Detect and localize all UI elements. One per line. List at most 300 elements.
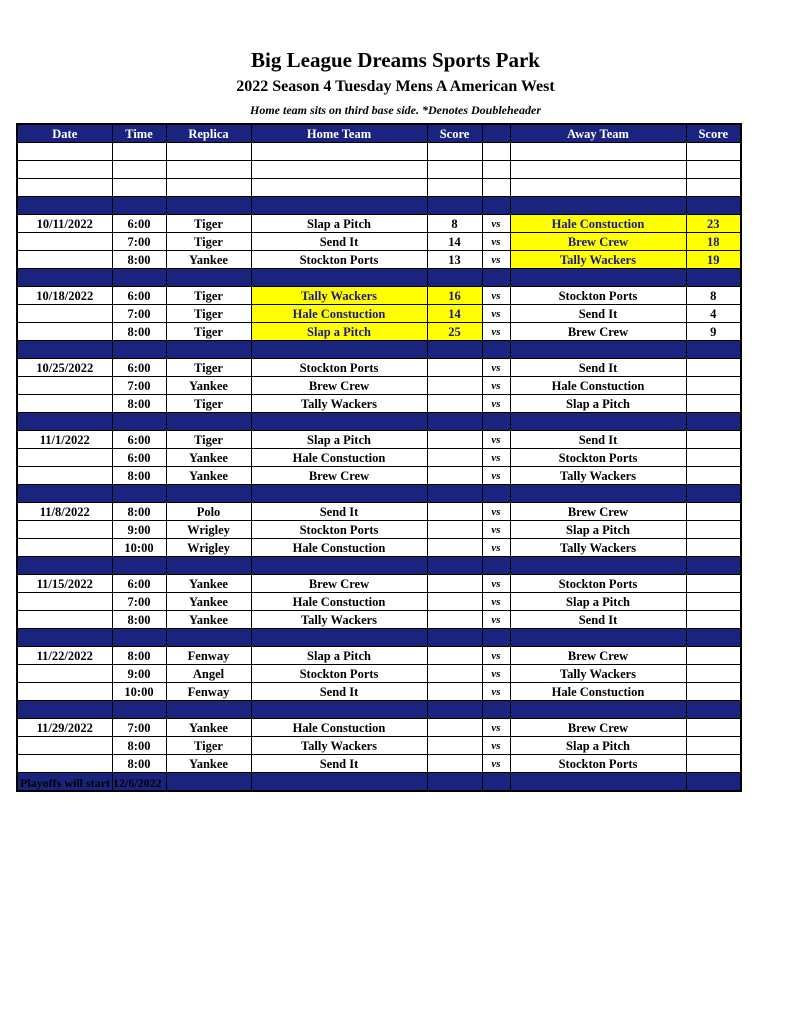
away-team: Hale Constuction: [510, 377, 686, 395]
vs-label: vs: [482, 359, 510, 377]
game-row: [17, 467, 741, 485]
separator-cell: [686, 773, 741, 792]
header-row: [17, 124, 741, 143]
game-replica: Tiger: [166, 431, 251, 449]
separator-cell: [251, 269, 427, 287]
game-row: [17, 215, 741, 233]
vs-label: vs: [482, 719, 510, 737]
game-replica: Yankee: [166, 755, 251, 773]
separator-cell: [510, 629, 686, 647]
game-date: 11/15/2022: [17, 575, 112, 593]
separator-cell: [510, 485, 686, 503]
game-row: [17, 611, 741, 629]
game-row: [17, 287, 741, 305]
home-score: [427, 737, 482, 755]
separator-cell: [17, 701, 112, 719]
separator-cell: [427, 413, 482, 431]
col-away-team-header: Away Team: [510, 124, 686, 143]
page-title: Big League Dreams Sports Park: [251, 48, 540, 72]
separator-cell: [510, 701, 686, 719]
game-row: [17, 593, 741, 611]
game-replica: Tiger: [166, 233, 251, 251]
home-team: Hale Constuction: [251, 305, 427, 323]
home-team: Brew Crew: [251, 467, 427, 485]
separator-cell: [112, 485, 166, 503]
game-replica: Yankee: [166, 611, 251, 629]
week-separator-row: [17, 557, 741, 575]
separator-cell: [686, 197, 741, 215]
separator-cell: [510, 269, 686, 287]
home-score: [427, 431, 482, 449]
separator-cell: [112, 557, 166, 575]
game-replica: Angel: [166, 665, 251, 683]
separator-cell: [251, 629, 427, 647]
away-team: Brew Crew: [510, 719, 686, 737]
page-subtitle: 2022 Season 4 Tuesday Mens A American West: [236, 78, 555, 95]
game-replica: Tiger: [166, 359, 251, 377]
vs-label: vs: [482, 593, 510, 611]
game-replica: Yankee: [166, 449, 251, 467]
separator-cell: [17, 341, 112, 359]
separator-cell: [686, 557, 741, 575]
separator-cell: [251, 773, 427, 792]
game-date: 10/25/2022: [17, 359, 112, 377]
separator-cell: [112, 341, 166, 359]
away-score: [686, 665, 741, 683]
away-team: Hale Constuction: [510, 215, 686, 233]
away-team: Tally Wackers: [510, 539, 686, 557]
home-team: Slap a Pitch: [251, 647, 427, 665]
game-replica: Fenway: [166, 683, 251, 701]
separator-cell: [17, 413, 112, 431]
away-team: Send It: [510, 305, 686, 323]
separator-cell: [510, 413, 686, 431]
vs-label: vs: [482, 575, 510, 593]
separator-cell: [112, 701, 166, 719]
col-home-team-header: Home Team: [251, 124, 427, 143]
game-row: [17, 575, 741, 593]
separator-cell: [112, 269, 166, 287]
vs-label: vs: [482, 287, 510, 305]
game-date: 11/8/2022: [17, 503, 112, 521]
vs-label: vs: [482, 377, 510, 395]
game-row: [17, 431, 741, 449]
home-team: Hale Constuction: [251, 449, 427, 467]
vs-label: vs: [482, 233, 510, 251]
game-date: [17, 323, 112, 341]
home-team: Tally Wackers: [251, 395, 427, 413]
away-score: [686, 593, 741, 611]
away-score: 18: [686, 233, 741, 251]
separator-cell: [427, 629, 482, 647]
schedule-table: [16, 123, 742, 792]
game-replica: Tiger: [166, 395, 251, 413]
game-time: 7:00: [112, 593, 166, 611]
game-time: 8:00: [112, 755, 166, 773]
game-replica: Yankee: [166, 593, 251, 611]
vs-label: vs: [482, 395, 510, 413]
game-date: [17, 539, 112, 557]
home-team: Hale Constuction: [251, 593, 427, 611]
game-row: [17, 377, 741, 395]
col-home-score-header: Score: [427, 124, 482, 143]
home-score: [427, 503, 482, 521]
game-time: 7:00: [112, 305, 166, 323]
away-team: Slap a Pitch: [510, 593, 686, 611]
separator-cell: [17, 197, 112, 215]
separator-cell: [17, 629, 112, 647]
game-time: 8:00: [112, 647, 166, 665]
separator-cell: [427, 269, 482, 287]
away-team: Send It: [510, 359, 686, 377]
separator-cell: [112, 413, 166, 431]
game-replica: Tiger: [166, 215, 251, 233]
away-score: 9: [686, 323, 741, 341]
game-time: 6:00: [112, 287, 166, 305]
separator-cell: [686, 485, 741, 503]
home-score: 25: [427, 323, 482, 341]
vs-label: vs: [482, 503, 510, 521]
game-time: 6:00: [112, 575, 166, 593]
away-score: [686, 647, 741, 665]
home-team: Send It: [251, 233, 427, 251]
separator-cell: [427, 773, 482, 792]
away-team: Send It: [510, 611, 686, 629]
home-score: [427, 647, 482, 665]
game-row: [17, 521, 741, 539]
game-row: [17, 305, 741, 323]
game-row: [17, 683, 741, 701]
week-separator-row: [17, 629, 741, 647]
away-score: 19: [686, 251, 741, 269]
separator-cell: [166, 629, 251, 647]
week-separator-row: [17, 269, 741, 287]
away-team: Slap a Pitch: [510, 395, 686, 413]
game-time: 10:00: [112, 539, 166, 557]
game-time: 8:00: [112, 503, 166, 521]
away-score: 8: [686, 287, 741, 305]
separator-cell: [686, 341, 741, 359]
game-row: [17, 719, 741, 737]
game-replica: Fenway: [166, 647, 251, 665]
game-row: [17, 449, 741, 467]
game-row: [17, 233, 741, 251]
vs-label: vs: [482, 755, 510, 773]
game-replica: Tiger: [166, 287, 251, 305]
game-date: [17, 737, 112, 755]
away-team: Tally Wackers: [510, 665, 686, 683]
away-score: [686, 521, 741, 539]
home-team: Stockton Ports: [251, 251, 427, 269]
game-time: 8:00: [112, 395, 166, 413]
home-team: Stockton Ports: [251, 521, 427, 539]
vs-label: vs: [482, 611, 510, 629]
game-time: 6:00: [112, 449, 166, 467]
game-date: [17, 305, 112, 323]
game-time: 9:00: [112, 665, 166, 683]
game-date: [17, 665, 112, 683]
vs-label: vs: [482, 215, 510, 233]
separator-cell: [482, 269, 510, 287]
home-score: [427, 395, 482, 413]
game-row: [17, 539, 741, 557]
home-team: Slap a Pitch: [251, 323, 427, 341]
home-score: 8: [427, 215, 482, 233]
header-note: Home team sits on third base side. *Denotes Doubleheader: [250, 103, 541, 117]
away-team: Stockton Ports: [510, 575, 686, 593]
away-score: [686, 377, 741, 395]
separator-cell: [510, 197, 686, 215]
vs-label: vs: [482, 521, 510, 539]
home-team: Tally Wackers: [251, 611, 427, 629]
away-score: [686, 683, 741, 701]
game-replica: Yankee: [166, 251, 251, 269]
week-separator-row: [17, 341, 741, 359]
week-separator-row: [17, 701, 741, 719]
game-replica: Wrigley: [166, 539, 251, 557]
away-score: [686, 575, 741, 593]
game-time: 6:00: [112, 431, 166, 449]
vs-label: vs: [482, 665, 510, 683]
home-team: Brew Crew: [251, 575, 427, 593]
game-time: 8:00: [112, 611, 166, 629]
game-row: [17, 323, 741, 341]
game-date: [17, 611, 112, 629]
away-team: Brew Crew: [510, 503, 686, 521]
game-date: [17, 593, 112, 611]
separator-cell: [427, 485, 482, 503]
home-team: Hale Constuction: [251, 719, 427, 737]
col-away-score-header: Score: [686, 124, 741, 143]
blank-row: [17, 161, 741, 179]
home-score: [427, 755, 482, 773]
game-time: 9:00: [112, 521, 166, 539]
game-date: [17, 467, 112, 485]
home-team: Stockton Ports: [251, 665, 427, 683]
away-score: 23: [686, 215, 741, 233]
blank-row: [17, 179, 741, 197]
separator-cell: [482, 629, 510, 647]
away-score: [686, 431, 741, 449]
separator-cell: [510, 557, 686, 575]
vs-label: vs: [482, 323, 510, 341]
game-time: 8:00: [112, 251, 166, 269]
separator-cell: [482, 701, 510, 719]
home-score: 13: [427, 251, 482, 269]
col-date-header: Date: [17, 124, 112, 143]
separator-cell: [166, 773, 251, 792]
game-time: 8:00: [112, 323, 166, 341]
separator-cell: [251, 413, 427, 431]
vs-label: vs: [482, 737, 510, 755]
game-date: 10/11/2022: [17, 215, 112, 233]
vs-label: vs: [482, 683, 510, 701]
vs-label: vs: [482, 431, 510, 449]
vs-label: vs: [482, 467, 510, 485]
away-team: Stockton Ports: [510, 755, 686, 773]
col-time-header: Time: [112, 124, 166, 143]
away-score: [686, 395, 741, 413]
game-date: 10/18/2022: [17, 287, 112, 305]
game-replica: Tiger: [166, 305, 251, 323]
game-time: 7:00: [112, 719, 166, 737]
vs-label: vs: [482, 305, 510, 323]
vs-label: vs: [482, 539, 510, 557]
game-row: [17, 647, 741, 665]
home-score: [427, 683, 482, 701]
home-score: [427, 575, 482, 593]
home-team: Stockton Ports: [251, 359, 427, 377]
game-row: [17, 755, 741, 773]
vs-label: vs: [482, 647, 510, 665]
away-score: [686, 755, 741, 773]
home-team: Slap a Pitch: [251, 431, 427, 449]
separator-cell: [251, 557, 427, 575]
home-score: 14: [427, 305, 482, 323]
game-replica: Yankee: [166, 575, 251, 593]
away-team: Brew Crew: [510, 323, 686, 341]
game-row: [17, 503, 741, 521]
home-team: Slap a Pitch: [251, 215, 427, 233]
away-score: [686, 539, 741, 557]
home-score: [427, 665, 482, 683]
game-date: [17, 521, 112, 539]
separator-cell: [112, 197, 166, 215]
separator-cell: [510, 773, 686, 792]
separator-cell: [112, 629, 166, 647]
vs-label: vs: [482, 251, 510, 269]
game-row: [17, 737, 741, 755]
away-team: Brew Crew: [510, 647, 686, 665]
separator-cell: [482, 197, 510, 215]
game-replica: Yankee: [166, 719, 251, 737]
separator-cell: [482, 557, 510, 575]
home-score: [427, 359, 482, 377]
separator-cell: [17, 485, 112, 503]
home-score: [427, 467, 482, 485]
home-team: Tally Wackers: [251, 287, 427, 305]
game-row: [17, 359, 741, 377]
away-team: Tally Wackers: [510, 467, 686, 485]
separator-cell: [482, 341, 510, 359]
home-team: Brew Crew: [251, 377, 427, 395]
separator-cell: [686, 413, 741, 431]
game-date: [17, 233, 112, 251]
game-replica: Polo: [166, 503, 251, 521]
separator-cell: [482, 485, 510, 503]
game-date: [17, 755, 112, 773]
home-score: [427, 611, 482, 629]
week-separator-row: [17, 197, 741, 215]
separator-cell: [17, 557, 112, 575]
game-time: 7:00: [112, 377, 166, 395]
game-replica: Yankee: [166, 377, 251, 395]
separator-cell: [166, 557, 251, 575]
game-date: [17, 395, 112, 413]
game-row: [17, 665, 741, 683]
game-replica: Yankee: [166, 467, 251, 485]
blank-row: [17, 143, 741, 161]
separator-cell: [427, 557, 482, 575]
away-team: Stockton Ports: [510, 449, 686, 467]
game-replica: Wrigley: [166, 521, 251, 539]
home-score: [427, 593, 482, 611]
separator-cell: [166, 485, 251, 503]
away-team: Tally Wackers: [510, 251, 686, 269]
separator-cell: [427, 701, 482, 719]
game-time: 8:00: [112, 467, 166, 485]
game-time: 6:00: [112, 359, 166, 377]
game-time: 7:00: [112, 233, 166, 251]
separator-cell: [686, 269, 741, 287]
separator-cell: [686, 701, 741, 719]
game-date: 11/1/2022: [17, 431, 112, 449]
game-time: 8:00: [112, 737, 166, 755]
separator-cell: [251, 701, 427, 719]
away-score: [686, 737, 741, 755]
away-team: Hale Constuction: [510, 683, 686, 701]
game-date: [17, 449, 112, 467]
schedule-body: [17, 143, 741, 792]
game-date: [17, 251, 112, 269]
separator-cell: [427, 197, 482, 215]
away-score: [686, 719, 741, 737]
home-score: [427, 521, 482, 539]
game-time: 6:00: [112, 215, 166, 233]
game-row: [17, 395, 741, 413]
game-time: 10:00: [112, 683, 166, 701]
home-team: Tally Wackers: [251, 737, 427, 755]
away-score: [686, 467, 741, 485]
separator-cell: [482, 413, 510, 431]
home-team: Hale Constuction: [251, 539, 427, 557]
separator-cell: [482, 773, 510, 792]
separator-cell: [166, 197, 251, 215]
separator-cell: [17, 269, 112, 287]
separator-cell: [251, 341, 427, 359]
separator-cell: [166, 701, 251, 719]
away-team: Brew Crew: [510, 233, 686, 251]
separator-cell: [166, 413, 251, 431]
home-score: [427, 539, 482, 557]
away-team: Stockton Ports: [510, 287, 686, 305]
playoffs-note: Playoffs will start 12/6/2022: [20, 776, 162, 790]
game-date: [17, 683, 112, 701]
week-separator-row: [17, 485, 741, 503]
col-replica-header: Replica: [166, 124, 251, 143]
home-score: [427, 377, 482, 395]
home-team: Send It: [251, 683, 427, 701]
game-replica: Tiger: [166, 323, 251, 341]
home-score: [427, 719, 482, 737]
away-team: Slap a Pitch: [510, 737, 686, 755]
game-row: [17, 251, 741, 269]
separator-cell: [686, 629, 741, 647]
separator-cell: [166, 341, 251, 359]
separator-cell: [427, 341, 482, 359]
separator-cell: [166, 269, 251, 287]
home-score: [427, 449, 482, 467]
away-score: [686, 449, 741, 467]
vs-label: vs: [482, 449, 510, 467]
away-team: Slap a Pitch: [510, 521, 686, 539]
away-score: [686, 359, 741, 377]
separator-cell: [251, 485, 427, 503]
away-team: Send It: [510, 431, 686, 449]
separator-cell: [251, 197, 427, 215]
game-date: 11/22/2022: [17, 647, 112, 665]
home-score: 14: [427, 233, 482, 251]
